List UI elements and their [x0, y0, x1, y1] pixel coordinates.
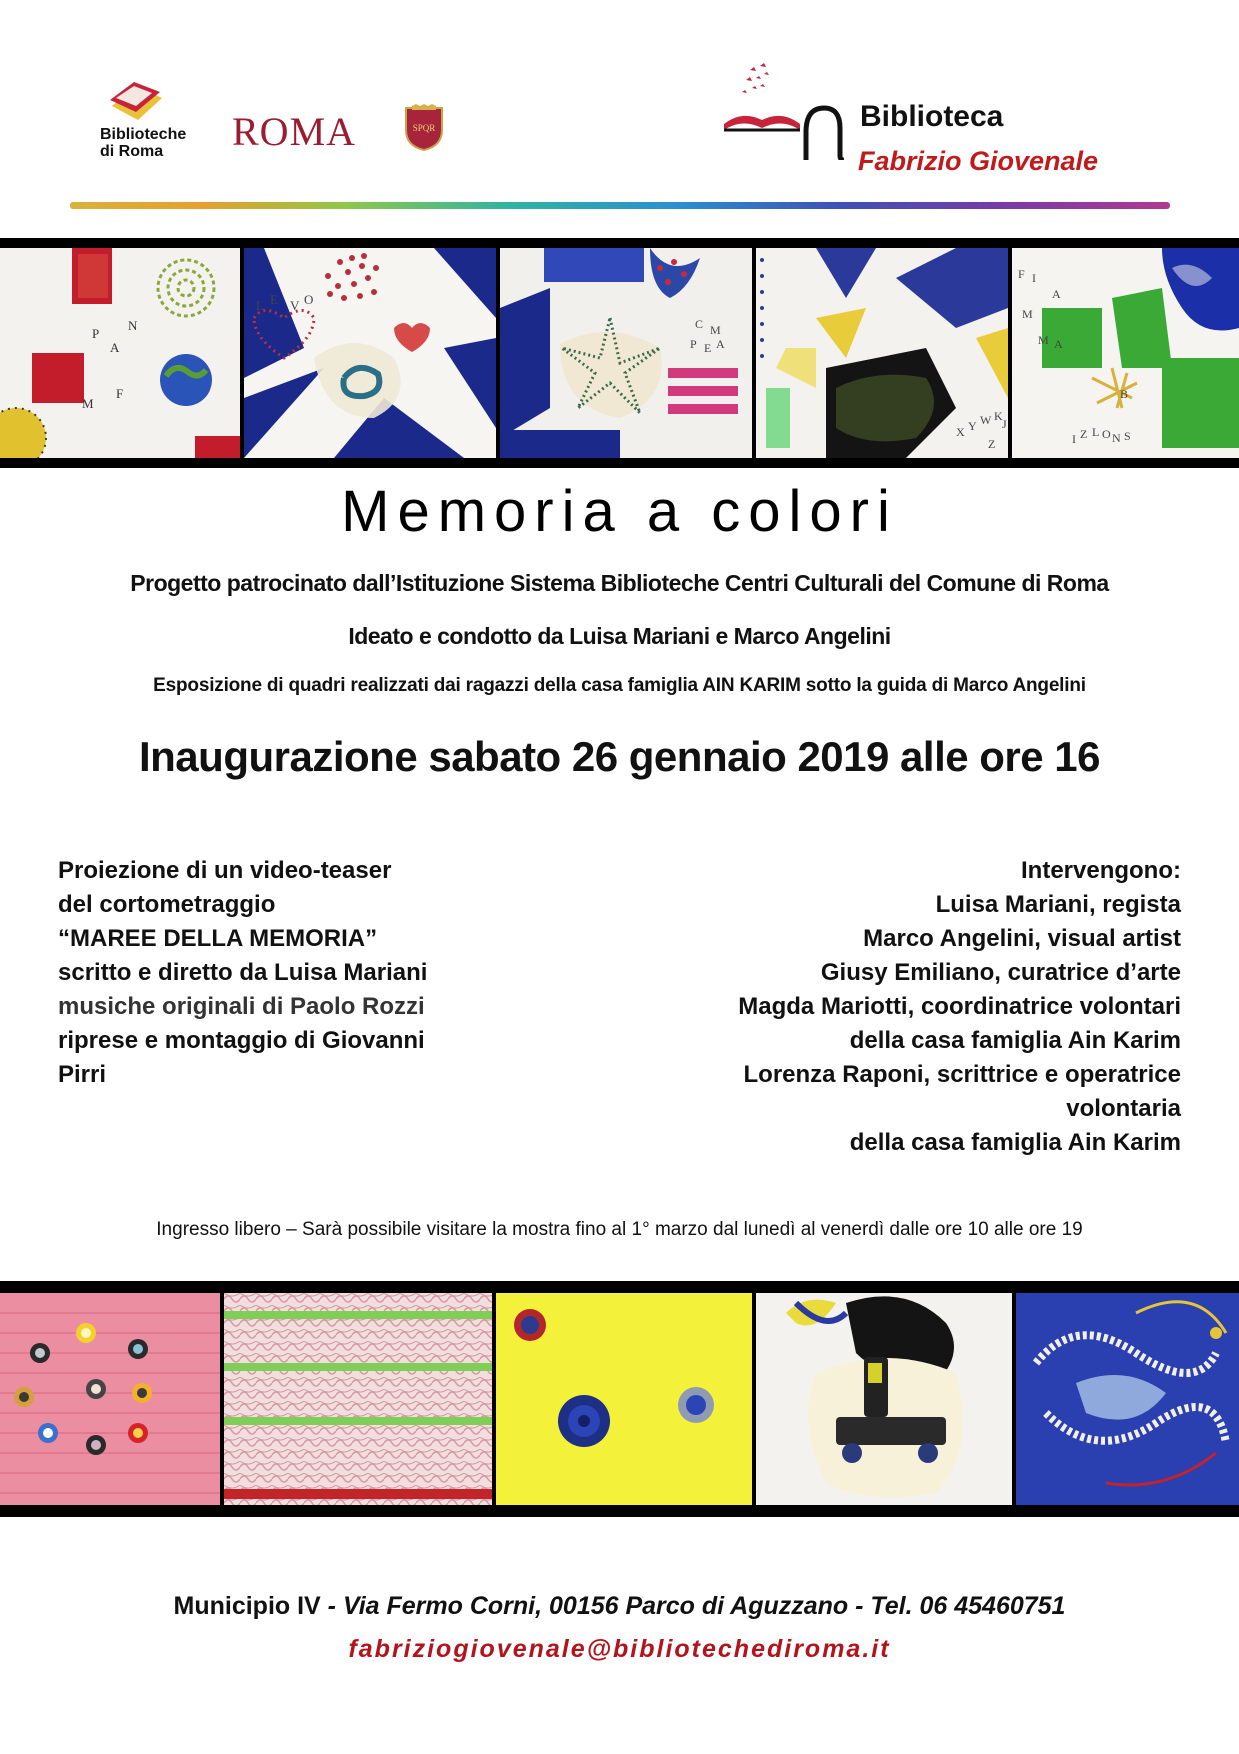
- speaker-line: Lorenza Raponi, scrittrice e operatrice: [743, 1061, 1181, 1088]
- library-address: [0, 1592, 1239, 1621]
- speaker-line: Giusy Emiliano, curatrice d’arte: [820, 959, 1181, 986]
- top-artwork-strip: [0, 238, 1239, 468]
- artwork-panel: [756, 1293, 1012, 1505]
- artwork-panel: [224, 1293, 492, 1505]
- authors-line: Ideato e condotto da Luisa Mariani e Marco Angelini: [348, 623, 891, 649]
- biblioteche-di-roma-logo: [92, 72, 204, 164]
- artwork-panel: [1012, 248, 1239, 458]
- artwork-panel: [500, 248, 752, 458]
- artwork-panel: [496, 1293, 752, 1505]
- roma-shield-icon: [404, 104, 444, 152]
- admission-info: Ingresso libero – Sarà possibile visitare la mostra fino al 1° marzo dal lunedì al venerdì dalle ore 10 alle ore 19: [156, 1219, 1083, 1240]
- speakers-heading: Intervengono:: [1021, 857, 1181, 884]
- speaker-line: Marco Angelini, visual artist: [863, 925, 1181, 952]
- artwork-panel: [244, 248, 496, 458]
- projection-info: [58, 854, 578, 1092]
- municipio-label: Municipio IV: [173, 1592, 321, 1620]
- contact-email[interactable]: fabriziogiovenale@bibliotechediroma.it: [348, 1635, 891, 1663]
- svg-text:FIAMMAB IZLONS: F IA MM AB I Z L ON S: [1018, 267, 1131, 446]
- speaker-line: volontaria: [1066, 1095, 1181, 1122]
- artwork-panel: [1016, 1293, 1239, 1505]
- inauguration-date: Inaugurazione sabato 26 gennaio 2019 alle ore 16: [138, 733, 1101, 780]
- projection-line: scritto e diretto da Luisa Mariani: [58, 959, 428, 986]
- speakers-list: [541, 854, 1181, 1160]
- projection-line: riprese e montaggio di Giovanni: [58, 1027, 425, 1054]
- roma-logo-text: ROMA: [232, 109, 357, 154]
- speaker-line: Luisa Mariani, regista: [935, 891, 1181, 918]
- speaker-line: della casa famiglia Ain Karim: [849, 1129, 1181, 1156]
- artwork-panel: [0, 248, 240, 458]
- library-book-birds-icon: [720, 60, 858, 160]
- artwork-panel: [0, 1293, 220, 1505]
- book-icon: [106, 76, 166, 124]
- library-subtitle: Fabrizio Giovenale: [858, 146, 1099, 176]
- address-separator: -: [320, 1592, 343, 1620]
- artwork-panel: [756, 248, 1008, 458]
- projection-line: Proiezione di un video-teaser: [58, 857, 392, 884]
- speaker-line: della casa famiglia Ain Karim: [849, 1027, 1181, 1054]
- svg-text:CMPEA: C M P E A: [690, 317, 725, 355]
- shield-text: SPQR: [412, 123, 436, 133]
- projection-line: Pirri: [58, 1061, 107, 1088]
- address-text: Via Fermo Corni, 00156 Parco di Aguzzano - Tel. 06 45460751: [342, 1592, 1066, 1620]
- rainbow-divider: [70, 202, 1170, 209]
- projection-line: musiche originali di Paolo Rozzi: [58, 993, 425, 1020]
- bottom-artwork-strip: [0, 1281, 1239, 1517]
- patronage-line: Progetto patrocinato dall’Istituzione Sistema Biblioteche Centri Culturali del Comune di Roma: [130, 570, 1109, 596]
- svg-text:PANMF: PAN MF: [82, 318, 138, 411]
- projection-line: del cortometraggio: [58, 891, 276, 918]
- speaker-line: Magda Mariotti, coordinatrice volontari: [738, 993, 1181, 1020]
- svg-text:LEVO: L E V O: [256, 292, 314, 313]
- biblioteche-di-roma-label: Biblioteche di Roma: [100, 126, 187, 160]
- event-title: Memoria a colori: [341, 479, 898, 544]
- svg-text:XYWKJZ: X Y W KJ Z: [956, 409, 1007, 451]
- exhibition-description: Esposizione di quadri realizzati dai ragazzi della casa famiglia AIN KARIM sotto la guida di Marco Angelini: [153, 675, 1086, 696]
- library-title: Biblioteca: [860, 100, 1004, 133]
- film-title: “MAREE DELLA MEMORIA”: [58, 925, 378, 952]
